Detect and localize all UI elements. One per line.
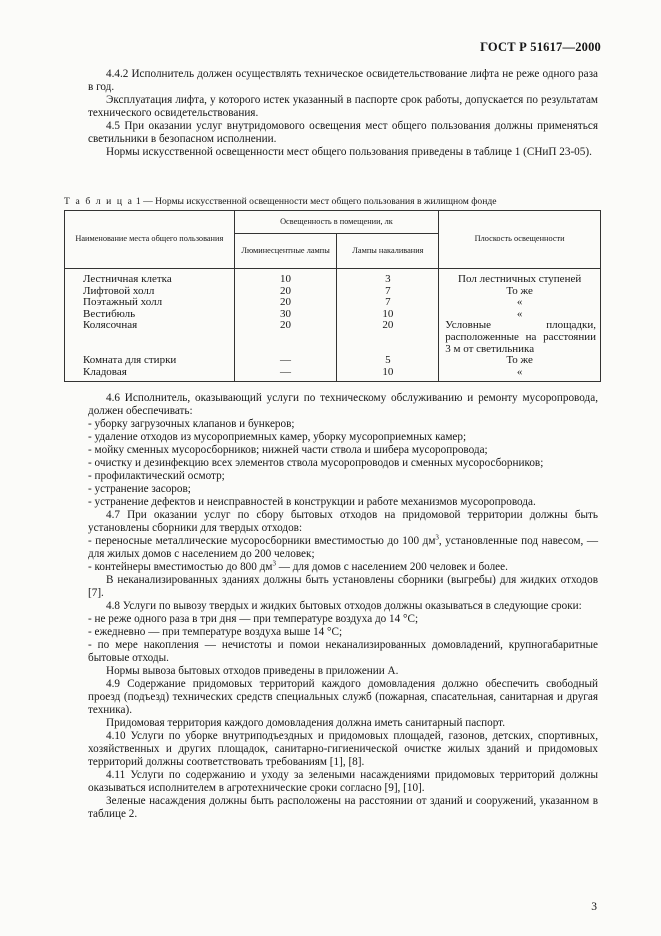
list-item: - ежедневно — при температуре воздуха выше 14 °С; bbox=[88, 626, 343, 638]
header-incandescent: Лампы накаливания bbox=[337, 234, 439, 269]
row-name: Колясочная bbox=[65, 320, 235, 355]
paragraph-sanitary-passport: Придомовая территория каждого домовладения должна иметь санитарный паспорт. bbox=[106, 717, 506, 729]
row-incandescent: 5 bbox=[337, 355, 439, 367]
row-name: Поэтажный холл bbox=[65, 297, 235, 309]
table-caption bbox=[64, 196, 604, 207]
row-plane: Условные площадки, расположенные на расстоянии 3 м от светильника bbox=[439, 320, 601, 355]
paragraph-4-4-2: 4.4.2 Исполнитель должен осуществлять техническое освидетельствование лифта не реже одного раза в год. bbox=[88, 68, 598, 93]
list-item: - уборку загрузочных клапанов и бункеров; bbox=[88, 418, 295, 430]
list-item-text: , установленные под навесом, — для жилых домов с населением до 200 человек; bbox=[88, 535, 599, 560]
paragraph-4-10: 4.10 Услуги по уборке внутриподъездных и придомовых площадей, газонов, детских, спортивных, хозяйственных и других площадок, санитарно-гигиенической очистке жилых зданий и придомовых территорий должны соответствовать требованиям [1], [8]. bbox=[88, 730, 598, 768]
row-fluorescent: 20 bbox=[234, 320, 337, 355]
paragraph-lighting-norms: Нормы искусственной освещенности мест общего пользования приведены в таблице 1 (СНиП 23-05). bbox=[106, 146, 592, 158]
header-fluorescent: Люминесцентные лампы bbox=[234, 234, 337, 269]
list-item: - по мере накопления — нечистоты и помои неканализированных домовладений, крупногабаритные бытовые отходы. bbox=[88, 639, 598, 664]
row-name: Комната для стирки bbox=[65, 355, 235, 367]
row-name: Вестибюль bbox=[65, 309, 235, 321]
row-name: Кладовая bbox=[65, 367, 235, 382]
table-caption-label: Т а б л и ц а bbox=[64, 196, 134, 207]
superscript: 3 bbox=[272, 559, 276, 568]
list-item: - устранение засоров; bbox=[88, 483, 191, 495]
table-row bbox=[65, 269, 601, 286]
list-item-text: — для домов с населением 200 человек и более. bbox=[275, 561, 508, 573]
paragraph-4-7: 4.7 При оказании услуг по сбору бытовых отходов на придомовой территории должны быть установлены сборники для твердых отходов: bbox=[88, 509, 598, 534]
row-incandescent: 10 bbox=[337, 367, 439, 382]
table-caption-text: 1 — Нормы искусственной освещенности мест общего пользования в жилищном фонде bbox=[135, 196, 497, 207]
row-plane: То же bbox=[439, 355, 601, 367]
list-item: - мойку сменных мусоросборников; нижней части ствола и шибера мусоропровода; bbox=[88, 444, 488, 456]
row-plane: Пол лестничных ступеней bbox=[439, 269, 601, 286]
list-item-text: - контейнеры вместимостью до 800 дм bbox=[88, 561, 273, 573]
table-row bbox=[65, 367, 601, 382]
row-incandescent: 20 bbox=[337, 320, 439, 355]
row-incandescent: 10 bbox=[337, 309, 439, 321]
row-fluorescent: 10 bbox=[234, 269, 337, 286]
row-name: Лифтовой холл bbox=[65, 286, 235, 298]
list-item: - очистку и дезинфекцию всех элементов ствола мусоропроводов и сменных мусоросборников; bbox=[88, 457, 544, 469]
document-header: ГОСТ Р 51617—2000 bbox=[480, 40, 601, 54]
row-plane: « bbox=[439, 367, 601, 382]
row-incandescent: 7 bbox=[337, 297, 439, 309]
paragraph-lift-operation: Эксплуатация лифта, у которого истек указанный в паспорте срок работы, допускается по результатам технического освидетельствования. bbox=[88, 94, 598, 119]
row-fluorescent: — bbox=[234, 367, 337, 382]
paragraph-4-6: 4.6 Исполнитель, оказывающий услуги по техническому обслуживанию и ремонту мусоропровода, должен обеспечивать: bbox=[88, 392, 598, 417]
lighting-norms-table bbox=[64, 210, 601, 382]
header-illuminance: Освещенность в помещении, лк bbox=[234, 211, 439, 234]
list-item: - устранение дефектов и неисправностей в конструкции и работе механизмов мусоропровода. bbox=[88, 496, 536, 508]
row-plane: « bbox=[439, 297, 601, 309]
list-item: - профилактический осмотр; bbox=[88, 470, 225, 482]
page-number: 3 bbox=[591, 901, 597, 913]
paragraph-4-9: 4.9 Содержание придомовых территорий каждого домовладения должно обеспечить свободный проезд (подъезд) технических средств специальных служб (пожарная, спасательная, санитарная и другая техника). bbox=[88, 678, 598, 716]
row-plane: « bbox=[439, 309, 601, 321]
list-item bbox=[88, 535, 598, 561]
list-item: - не реже одного раза в три дня — при температуре воздуха до 14 °С; bbox=[88, 613, 419, 625]
row-name: Лестничная клетка bbox=[65, 269, 235, 286]
paragraph-4-5: 4.5 При оказании услуг внутридомового освещения мест общего пользования должны применяться светильники в безопасном исполнении. bbox=[88, 120, 598, 145]
paragraph-liquid-waste: В неканализированных зданиях должны быть установлены сборники (выгребы) для жидких отходов [7]. bbox=[88, 574, 598, 599]
header-plane: Плоскость освещенности bbox=[439, 211, 601, 269]
paragraph-removal-norms: Нормы вывоза бытовых отходов приведены в приложении А. bbox=[106, 665, 399, 677]
paragraph-4-8: 4.8 Услуги по вывозу твердых и жидких бытовых отходов должны оказываться в следующие сроки: bbox=[106, 600, 582, 612]
row-fluorescent: 20 bbox=[234, 297, 337, 309]
top-text-block bbox=[88, 68, 598, 159]
row-fluorescent: 30 bbox=[234, 309, 337, 321]
row-fluorescent: 20 bbox=[234, 286, 337, 298]
superscript: 3 bbox=[435, 533, 439, 542]
table-row bbox=[65, 355, 601, 367]
paragraph-4-11: 4.11 Услуги по содержанию и уходу за зелеными насаждениями придомовых территорий должны оказываться исполнителем в агротехнические сроки согласно [9], [10]. bbox=[88, 769, 598, 794]
main-text-block bbox=[88, 392, 598, 821]
header-place: Наименование места общего пользования bbox=[65, 211, 235, 269]
row-incandescent: 7 bbox=[337, 286, 439, 298]
list-item-text: - переносные металлические мусоросборники вместимостью до 100 дм bbox=[88, 535, 436, 547]
row-fluorescent: — bbox=[234, 355, 337, 367]
row-plane: То же bbox=[439, 286, 601, 298]
paragraph-green-spaces: Зеленые насаждения должны быть расположены на расстоянии от зданий и сооружений, указанном в таблице 2. bbox=[88, 795, 598, 820]
table-row bbox=[65, 320, 601, 355]
list-item: - удаление отходов из мусороприемных камер, уборку мусороприемных камер; bbox=[88, 431, 467, 443]
row-incandescent: 3 bbox=[337, 269, 439, 286]
list-item bbox=[88, 561, 598, 574]
